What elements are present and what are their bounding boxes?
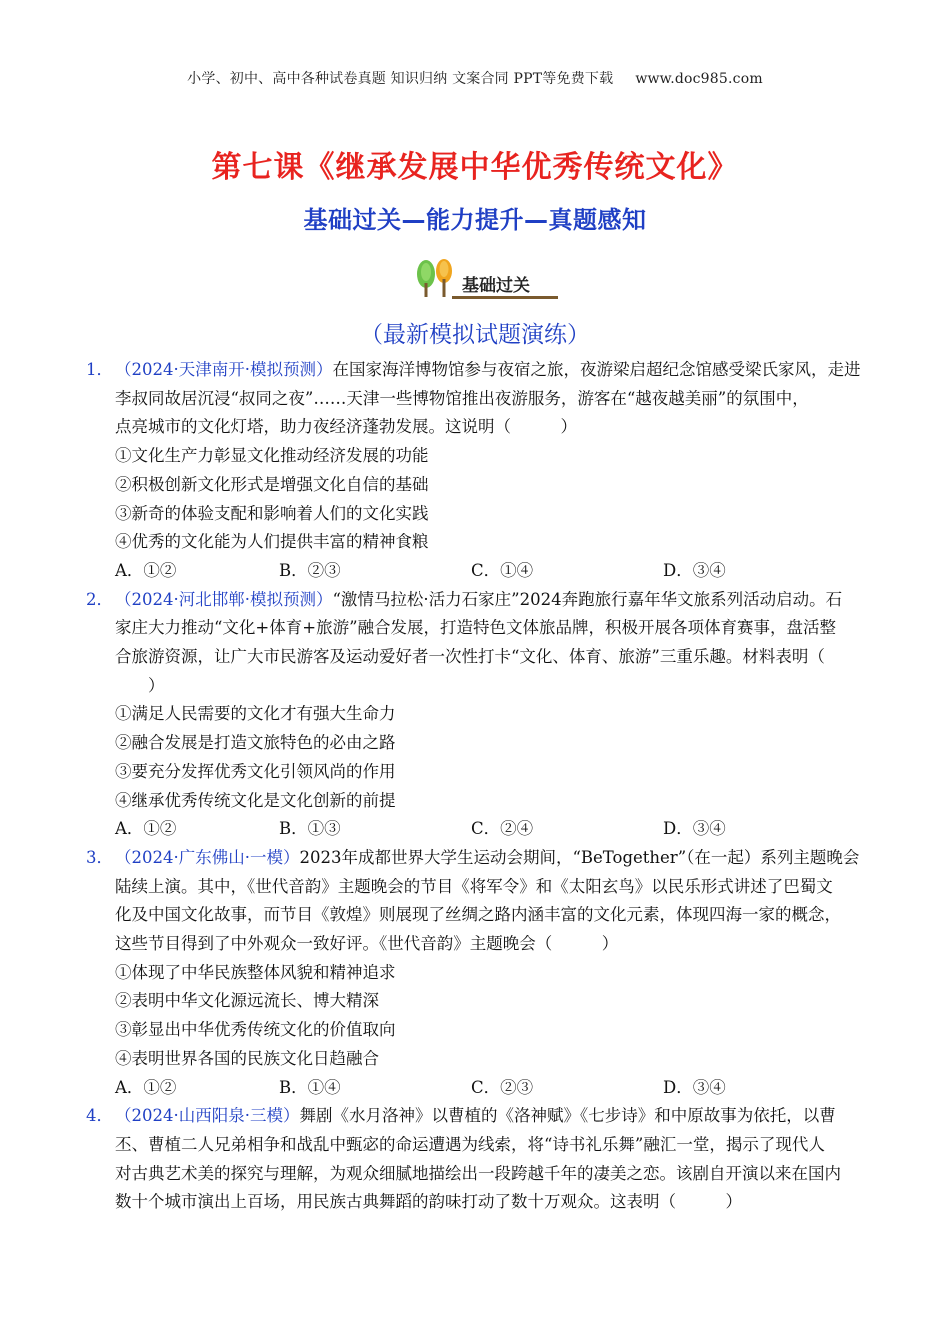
answer-choices: [86, 1074, 866, 1103]
stem-line: 丕、曹植二人兄弟相争和战乱中甄宓的命运遭遇为线索，将“诗书礼乐舞”融汇一堂，揭示了现代人: [115, 1134, 825, 1154]
statement-option: ②融合发展是打造文旅特色的必由之路: [115, 733, 396, 753]
statement-option: ②表明中华文化源远流长、博大精深: [115, 991, 379, 1011]
statement-option: ①体现了中华民族整体风貌和精神追求: [115, 962, 396, 982]
stem-line: 化及中国文化故事，而节目《敦煌》则展现了丝绸之路内涵丰富的文化元素，体现四海一家的概念，: [115, 905, 841, 925]
stem-line: 对古典艺术美的探究与理解，为观众细腻地描绘出一段跨越千年的凄美之恋。该剧自开演以来在国内: [115, 1163, 841, 1183]
choice-c[interactable]: C．②③: [471, 1077, 534, 1097]
question-source: （2024·河北邯郸·模拟预测）: [115, 589, 333, 609]
answer-choices: [86, 815, 866, 844]
question-source: （2024·山西阳泉·三模）: [115, 1106, 300, 1126]
page-subtitle: 基础过关—能力提升—真题感知: [303, 206, 647, 234]
choice-b[interactable]: B．①③: [279, 819, 341, 839]
statement-option: ③新奇的体验支配和影响着人们的文化实践: [115, 503, 429, 523]
question-number: 2．: [86, 589, 113, 609]
choice-a[interactable]: A．①②: [115, 819, 177, 839]
choice-c[interactable]: C．①④: [471, 560, 534, 580]
choice-a[interactable]: A．①②: [115, 1077, 177, 1097]
statement-option: ③要充分发挥优秀文化引领风尚的作用: [115, 761, 396, 781]
stem-line: 合旅游资源，让广大市民游客及运动爱好者一次性打卡“文化、体育、旅游”三重乐趣。材料表明（: [115, 647, 825, 667]
statement-option: ①满足人民需要的文化才有强大生命力: [115, 704, 396, 724]
question-stem: [86, 356, 866, 442]
question-stem: [86, 1102, 866, 1217]
choice-d[interactable]: D．③④: [663, 819, 726, 839]
statement-option: ②积极创新文化形式是增强文化自信的基础: [115, 474, 429, 494]
statement-option: ③彰显出中华优秀传统文化的价值取向: [115, 1020, 396, 1040]
section-badge: [412, 257, 560, 301]
question-stem: [86, 844, 866, 959]
section-title: （最新模拟试题演练）: [360, 322, 590, 348]
statement-option: ④优秀的文化能为人们提供丰富的精神食粮: [115, 532, 429, 552]
stem-line: “激情马拉松·活力石家庄”2024奔跑旅行嘉年华文旅系列活动启动。石: [332, 589, 843, 609]
twin-trees-icon: [412, 257, 460, 299]
answer-choices: [86, 557, 866, 586]
stem-line: 数十个城市演出上百场，用民族古典舞蹈的韵味打动了数十万观众。这表明（ ）: [115, 1192, 742, 1212]
stem-line: 这些节目得到了中外观众一致好评。《世代音韵》主题晚会（ ）: [115, 934, 619, 954]
choice-b[interactable]: B．①④: [279, 1077, 341, 1097]
stem-line: ）: [115, 675, 165, 695]
stem-line: 舞剧《水月洛神》以曹植的《洛神赋》《七步诗》和中原故事为依托，以曹: [299, 1106, 836, 1126]
question-number: 1．: [86, 360, 113, 379]
choice-a[interactable]: A．①②: [115, 560, 177, 580]
badge-label: 基础过关: [462, 276, 530, 296]
stem-line: 2023年成都世界大学生运动会期间，“BeTogether”（在一起）系列主题晚会: [299, 847, 860, 867]
question-source: （2024·广东佛山·一模）: [115, 847, 300, 867]
stem-line: 点亮城市的文化灯塔，助力夜经济蓬勃发展。这说明（ ）: [115, 417, 577, 437]
page-header: [0, 68, 950, 88]
question-2: [86, 586, 866, 844]
statement-option: ④继承优秀传统文化是文化创新的前提: [115, 790, 396, 810]
choice-d[interactable]: D．③④: [663, 560, 726, 580]
choice-b[interactable]: B．②③: [279, 560, 341, 580]
question-3: [86, 844, 866, 1102]
stem-line: 李叔同故居沉浸“叔同之夜”……天津一些博物馆推出夜游服务，游客在“越夜越美丽”的氛围中，: [115, 388, 809, 408]
stem-line: 陆续上演。其中，《世代音韵》主题晚会的节目《将军令》和《太阳玄鸟》以民乐形式讲述了巴蜀文: [115, 876, 833, 896]
question-1: [86, 356, 866, 586]
question-stem: [86, 586, 866, 701]
choice-d[interactable]: D．③④: [663, 1077, 726, 1097]
header-text: 小学、初中、高中各种试卷真题 知识归纳 文案合同 PPT等免费下载: [187, 71, 614, 87]
question-number: 3．: [86, 847, 113, 867]
statement-option: ①文化生产力彰显文化推动经济发展的功能: [115, 446, 429, 466]
header-site-link[interactable]: www.doc985.com: [635, 71, 763, 87]
question-source: （2024·天津南开·模拟预测）: [115, 360, 333, 379]
question-number: 4．: [86, 1106, 113, 1126]
question-list: [86, 356, 866, 1217]
question-4: [86, 1102, 866, 1217]
stem-line: 在国家海洋博物馆参与夜宿之旅，夜游梁启超纪念馆感受梁氏家风，走进: [332, 360, 861, 379]
stem-line: 家庄大力推动“文化+体育+旅游”融合发展，打造特色文体旅品牌，积极开展各项体育赛事，盘活整: [115, 618, 837, 638]
page-title: 第七课《继承发展中华优秀传统文化》: [211, 150, 739, 185]
badge-underline: [452, 296, 558, 299]
choice-c[interactable]: C．②④: [471, 819, 534, 839]
statement-option: ④表明世界各国的民族文化日趋融合: [115, 1048, 379, 1068]
